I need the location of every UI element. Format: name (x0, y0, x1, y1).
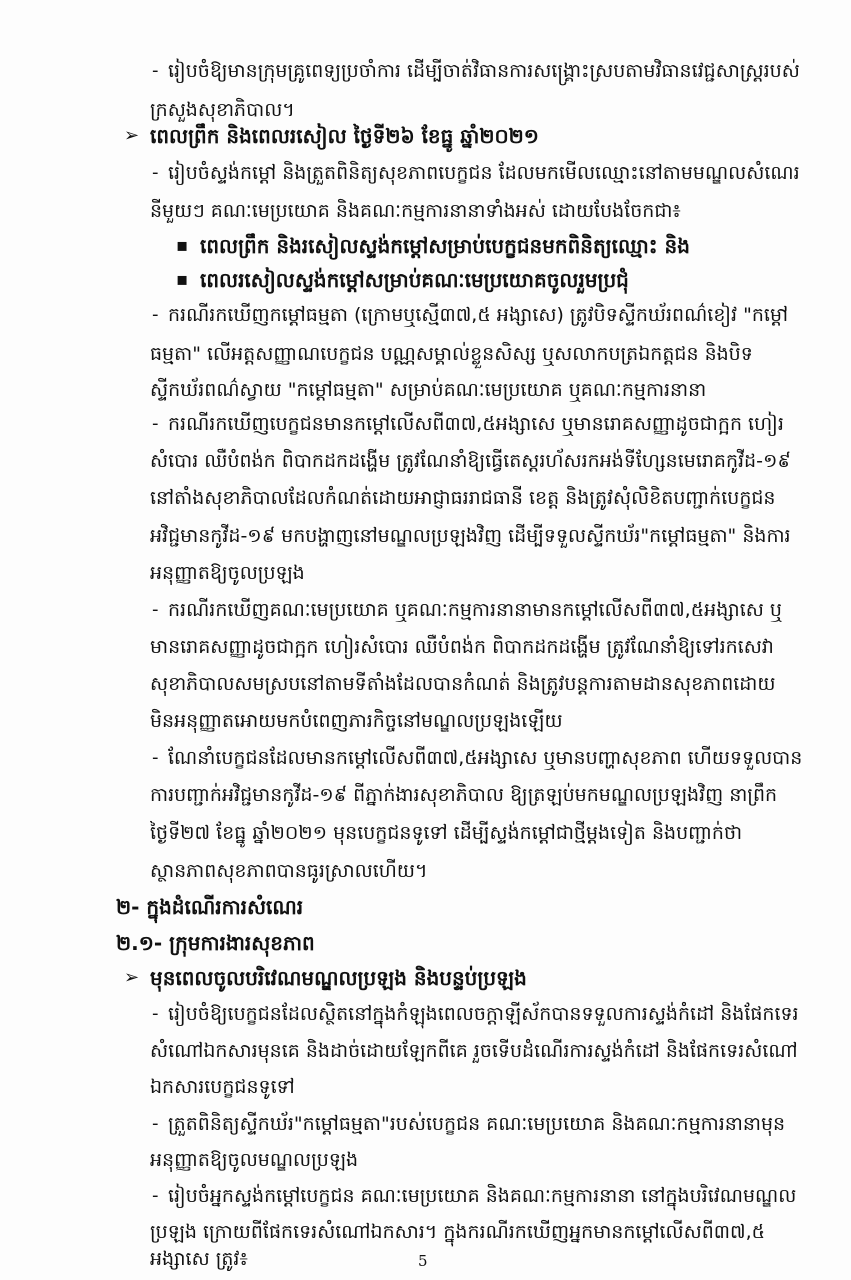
text-line: ថ្ងៃទី២៧ ខែធ្នូ ឆ្នាំ២០២១ មុនបេក្ខជនទូទៅ ដើម្បីស្ទង់កម្ដៅជាថ្មីម្ដងទៀត និងបញ្ជាក់ថា (150, 822, 743, 844)
text-line: រៀបចំឱ្យបេក្ខជនដែលស្ថិតនៅក្នុងកំឡុងពេលចក្តាឡីស័កបានទទួលការស្ទង់កំដៅ និងផែកទេរ (168, 1003, 799, 1025)
dash-marker: - (152, 1003, 159, 1024)
text-line: សុខាភិបាលសមស្របនៅតាមទីតាំងដែលបានកំណត់ និងត្រូវបន្តការតាមដានសុខភាពដោយ (150, 673, 776, 695)
arrow-bullet-icon: ➢ (124, 967, 140, 988)
text-line: រៀបចំឱ្យមានក្រុមគ្រូពេទ្យប្រចាំការ ដើម្បីចាត់វិធានការសង្គ្រោះស្របតាមវិធានវេជ្ជសាស្ត្ររបស់ (168, 60, 800, 82)
subsection-heading: ២.១- ក្រុមការងារសុខភាព (116, 931, 315, 955)
text-line: មានរោគសញ្ញាដូចជាក្អក ហៀរសំបោរ ឈឺបំពង់ក ពិបាកដកដង្ហើម ត្រូវណែនាំឱ្យទៅរកសេវា (150, 636, 774, 658)
square-bullet-icon: ▪ (176, 269, 189, 290)
dash-marker: - (152, 1113, 159, 1134)
text-line: ស្ថានភាពសុខភាពបានធូរស្រាលហើយ។ (150, 860, 428, 882)
text-line: រៀបចំអ្នកស្ទង់កម្ដៅបេក្ខជន គណៈមេប្រយោគ និងគណៈកម្មការនានា នៅក្នុងបរិវេណមណ្ឌល (168, 1185, 797, 1207)
text-line: នៅតាំងសុខាភិបាលដែលកំណត់ដោយអាជ្ញាធររាជធានី ខេត្ត និងត្រូវសុំលិខិតបញ្ជាក់បេក្ខជន (150, 487, 776, 509)
section-heading: មុនពេលចូលបរិវេណមណ្ឌលប្រឡង និងបន្ទប់ប្រឡង (150, 966, 527, 990)
text-line: អវិជ្ជមានកូវីដ-១៩ មកបង្ហាញនៅមណ្ឌលប្រឡងវិញ ដើម្បីទទួលស្ទីកឃ័រ"កម្ដៅធម្មតា" និងការ (150, 525, 791, 547)
text-line: អនុញ្ញាតឱ្យចូលប្រឡង (150, 562, 305, 584)
text-line: នីមួយៗ គណៈមេប្រយោគ និងគណៈកម្មការនានាទាំងអស់ ដោយបែងចែកជា៖ (150, 200, 681, 222)
dash-marker: - (152, 304, 159, 325)
text-line: ករណីរកឃើញបេក្ខជនមានកម្ដៅលើសពី៣៧,៥អង្សាសេ ឬមានរោគសញ្ញាដូចជាក្អក ហៀរ (168, 413, 784, 435)
dash-marker: - (152, 599, 159, 620)
text-line: ការបញ្ជាក់អវិជ្ជមានកូវីដ-១៩ ពីភ្នាក់ងារសុខាភិបាល ឱ្យត្រឡប់មកមណ្ឌលប្រឡងវិញ នាព្រឹក (150, 784, 778, 806)
text-line: ធម្មតា" លើអត្តសញ្ញាណបេក្ខជន បណ្ណសម្គាល់ខ្លួនសិស្ស ឬសលាកបត្រឯកត្តជន និងបិទ (150, 343, 753, 365)
page-number: 5 (418, 1252, 428, 1270)
text-line: ស្ទីកឃ័រពណ៌ស្វាយ "កម្ដៅធម្មតា" សម្រាប់គណៈមេប្រយោគ ឬគណៈកម្មការនានា (150, 379, 707, 401)
dash-marker: - (152, 162, 159, 183)
dash-marker: - (152, 413, 159, 434)
text-line: ករណីរកឃើញគណៈមេប្រយោគ ឬគណៈកម្មការនានាមានកម្ដៅលើសពី៣៧,៥អង្សាសេ ឬ (168, 599, 782, 621)
text-line: សំបោរ ឈឺបំពង់ក ពិបាកដកដង្ហើម ត្រូវណែនាំឱ្យធ្វើតេស្តរហ័សរកអង់ទីហ្សែនមេរោគកូវីដ-១៩ (150, 450, 791, 472)
text-line: ប្រឡង ក្រោយពីផែកទេរសំណៅឯកសារ។ ក្នុងករណីរកឃើញអ្នកមានកម្ដៅលើសពី៣៧,៥ (150, 1221, 766, 1243)
text-line: សំណៅឯកសារមុនគេ និងដាច់ដោយឡែកពីគេ រួចទើបដំណើរការស្ទង់កំដៅ និងផែកទេរសំណៅ (150, 1040, 798, 1062)
text-line: អង្សាសេ ត្រូវ៖ (150, 1248, 248, 1270)
text-line: រៀបចំស្ទង់កម្ដៅ និងត្រួតពិនិត្យសុខភាពបេក្ខជន ដែលមកមើលឈ្មោះនៅតាមមណ្ឌលសំណេរ (168, 162, 800, 184)
dash-marker: - (152, 60, 159, 81)
dash-marker: - (152, 747, 159, 768)
dash-marker: - (152, 1185, 159, 1206)
square-bullet-icon: ▪ (176, 235, 189, 256)
section-heading: ពេលព្រឹក និងពេលរសៀល ថ្ងៃទី២៦ ខែធ្នូ ឆ្នាំ២០២១ (150, 124, 539, 148)
text-line: ពេលរសៀលស្ទង់កម្ដៅសម្រាប់គណៈមេប្រយោគចូលរួមប្រជុំ (200, 268, 629, 292)
text-line: អនុញ្ញាតឱ្យចូលមណ្ឌលប្រឡង (150, 1149, 359, 1171)
text-line: ក្រសួងសុខាភិបាល។ (150, 99, 295, 121)
text-line: ត្រួតពិនិត្យស្ទីកឃ័រ"កម្ដៅធម្មតា"របស់បេក្ខជន គណៈមេប្រយោគ និងគណៈកម្មការនានាមុន (168, 1113, 786, 1135)
section-heading: ២- ក្នុងដំណើរការសំណេរ (116, 895, 304, 919)
arrow-bullet-icon: ➢ (124, 125, 140, 146)
text-line: ករណីរកឃើញកម្ដៅធម្មតា (ក្រោមឬស្មើ៣៧,៥ អង្សាសេ) ត្រូវបិទស្ទីកឃ័រពណ៌ខៀវ "កម្ដៅ (168, 304, 789, 326)
text-line: ណែនាំបេក្ខជនដែលមានកម្ដៅលើសពី៣៧,៥អង្សាសេ ឬមានបញ្ហាសុខភាព ហើយទទួលបាន (168, 747, 803, 769)
text-line: មិនអនុញ្ញាតអោយមកបំពេញភារកិច្ចនៅមណ្ឌលប្រឡងឡើយ (150, 710, 563, 732)
text-line: ពេលព្រឹក និងរសៀលស្ទង់កម្ដៅសម្រាប់បេក្ខជនមកពិនិត្យឈ្មោះ និង (200, 234, 690, 258)
text-line: ឯកសារបេក្ខជនទូទៅ (150, 1076, 295, 1098)
